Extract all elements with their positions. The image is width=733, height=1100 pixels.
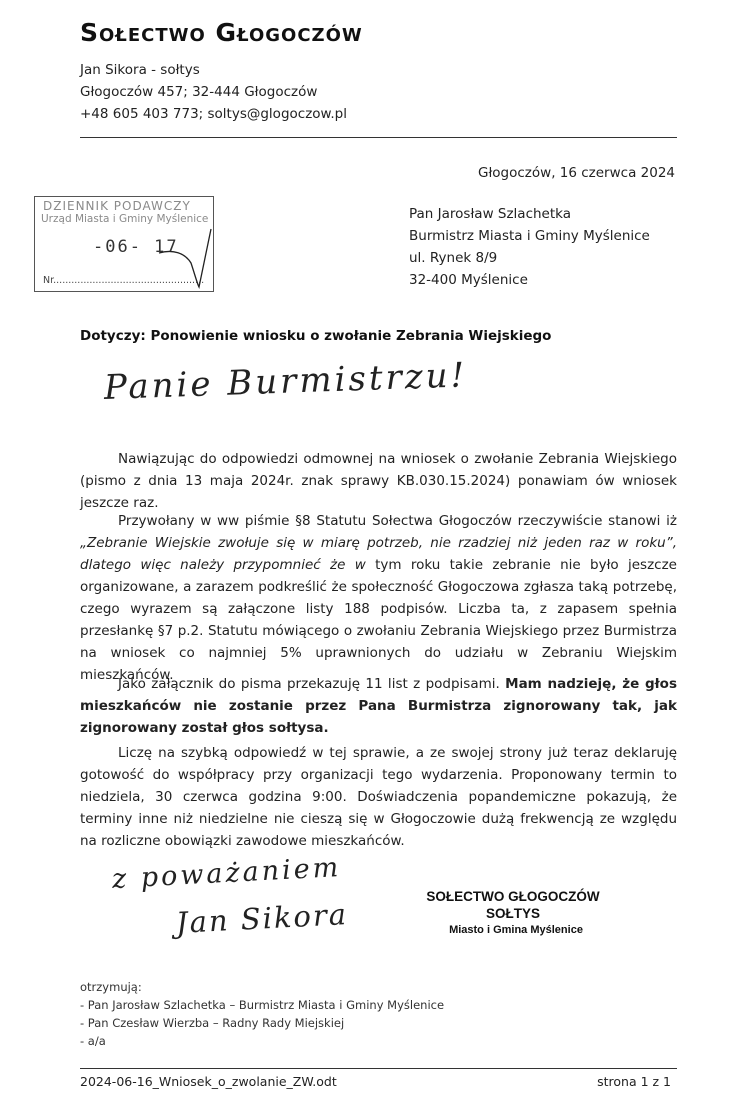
stamp-office: Urząd Miasta i Gminy Myślenice bbox=[41, 213, 209, 225]
official-seal bbox=[418, 888, 608, 939]
distribution-item: - Pan Czesław Wierzba – Radny Rady Miejskiej bbox=[80, 1016, 345, 1030]
paragraph-text-part: Jako załącznik do pisma przekazuję 11 list z podpisami. bbox=[118, 676, 506, 692]
stamp-initials-mark bbox=[155, 223, 215, 291]
paragraph-text bbox=[80, 673, 677, 739]
paragraph-text: Liczę na szybką odpowiedź w tej sprawie, a ze swojej strony już teraz deklaruję gotowość do współpracy przy organizacji tego wydarzenia. Proponowany termin to niedziela, 30 czerwca godzina 9:00. Doświadczenia popandemiczne pokazują, że terminy inne niż niedzielne nie cieszą się w Głogoczowie dużą frekwencją ze względu na rozliczne obowiązki zawodowe mieszkańców. bbox=[80, 745, 677, 849]
recipient-street: ul. Rynek 8/9 bbox=[409, 250, 498, 266]
body-paragraph-3 bbox=[80, 673, 677, 739]
footer-divider bbox=[80, 1068, 677, 1069]
recipient-name: Pan Jarosław Szlachetka bbox=[409, 206, 572, 222]
paragraph-text-part: tym roku takie zebranie nie było jeszcze organizowane, a zarazem podkreślić że społeczność Głogoczowa zgłasza taką potrzebę, czego wyrazem są załączone listy 188 podpisów. Liczba ta, z zapasem spełnia przesłankę §7 p.2. Statutu mówiącego o zwołaniu Zebrania Wiejskiego przez Burmistrza na wniosek co najmniej 5% uprawnionych do udziału w Zebraniu Wiejskim mieszkańców. bbox=[80, 557, 677, 683]
emphasized-text: Mam nadzieję, że głos mieszkańców nie zostanie przez Pana Burmistrza zignorowany tak, jak zignorowany został głos sołtysa. bbox=[80, 676, 677, 736]
stamp-number-line: Nr.................................................. bbox=[43, 275, 205, 286]
statute-quote: „Zebranie Wiejskie zwołuje się w miarę potrzeb, nie rzadziej niż jeden raz w roku”, dlatego więc należy przypomnieć że w bbox=[80, 535, 677, 573]
letter-subject: Dotyczy: Ponowienie wniosku o zwołanie Zebrania Wiejskiego bbox=[80, 328, 552, 344]
seal-role: SOŁTYS bbox=[485, 906, 540, 921]
stamp-title: DZIENNIK PODAWCZY bbox=[43, 199, 191, 213]
seal-municipality: Miasto i Gmina Myślenice bbox=[449, 924, 583, 936]
paragraph-text-part: Przywołany w ww piśmie §8 Statutu Sołectwa Głogoczów rzeczywiście stanowi iż bbox=[118, 513, 677, 529]
handwritten-closing: z poważaniem bbox=[111, 852, 342, 895]
stamp-date: -06- 17 bbox=[93, 237, 179, 257]
paragraph-text: Nawiązując do odpowiedzi odmownej na wniosek o zwołanie Zebrania Wiejskiego (pismo z dnia 13 maja 2024r. znak sprawy KB.030.15.2024) ponawiam ów wniosek jeszcze raz. bbox=[80, 451, 677, 511]
paragraph-text bbox=[80, 510, 677, 686]
seal-organization: SOŁECTWO GŁOGOCZÓW bbox=[426, 889, 600, 904]
distribution-item: - a/a bbox=[80, 1034, 106, 1048]
organization-name: Sołectwo Głogoczów bbox=[80, 18, 363, 47]
handwritten-signature: Jan Sikora bbox=[175, 897, 349, 940]
header-contact: +48 605 403 773; soltys@glogoczow.pl bbox=[80, 106, 347, 122]
footer-page-number: strona 1 z 1 bbox=[597, 1074, 671, 1089]
recipient-city: 32-400 Myślenice bbox=[409, 272, 528, 288]
distribution-item: - Pan Jarosław Szlachetka – Burmistrz Miasta i Gminy Myślenice bbox=[80, 998, 445, 1012]
header-divider bbox=[80, 137, 677, 138]
recipient-title: Burmistrz Miasta i Gminy Myślenice bbox=[409, 228, 650, 244]
handwritten-salutation: Panie Burmistrzu! bbox=[103, 355, 468, 408]
letter-date: Głogoczów, 16 czerwca 2024 bbox=[478, 165, 675, 181]
body-paragraph-4 bbox=[80, 742, 677, 852]
body-paragraph-1 bbox=[80, 448, 677, 514]
header-person: Jan Sikora - sołtys bbox=[80, 62, 200, 78]
footer-filename: 2024-06-16_Wniosek_o_zwolanie_ZW.odt bbox=[80, 1074, 337, 1089]
intake-stamp bbox=[34, 196, 214, 292]
body-paragraph-2 bbox=[80, 510, 677, 686]
distribution-label: otrzymują: bbox=[80, 980, 142, 994]
header-address: Głogoczów 457; 32-444 Głogoczów bbox=[80, 84, 318, 100]
